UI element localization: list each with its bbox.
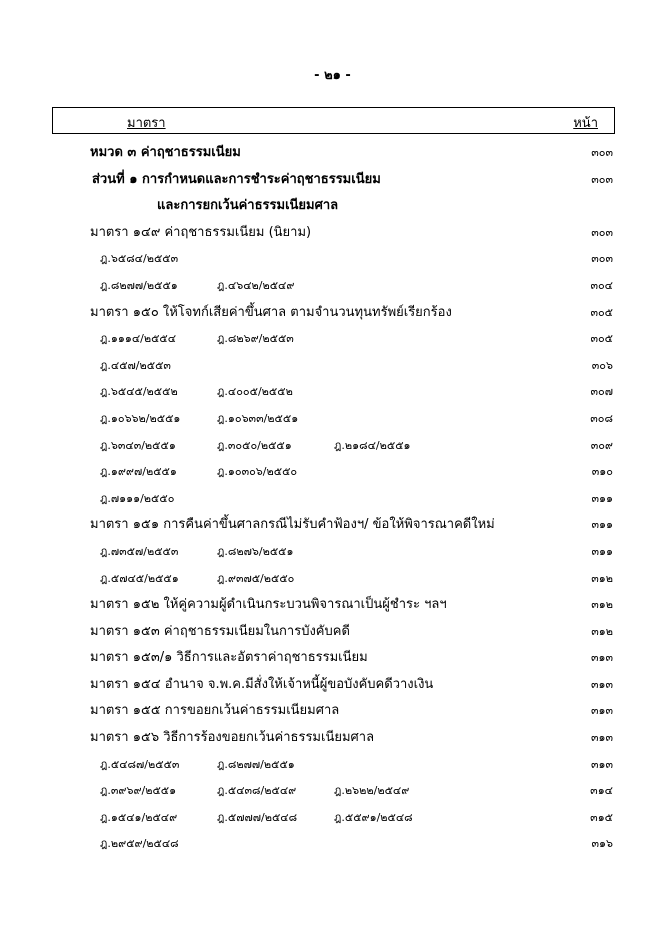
case-reference: ฎ.๑๐๖๖๒/๒๕๕๑ xyxy=(100,411,181,425)
section-title: มาตรา ๑๕๐ ให้โจทก์เสียค่าขึ้นศาล ตามจำนวนทุนทรัพย์เรียกร้อง xyxy=(90,304,452,320)
page-ref: ๓๑๓ xyxy=(590,677,613,691)
case-row xyxy=(0,805,665,832)
case-reference: ฎ.๖๕๔๕/๒๕๕๒ xyxy=(100,385,178,399)
case-list xyxy=(100,539,334,565)
page-ref: ๓๑๐ xyxy=(591,465,613,479)
page-ref: ๓๑๓ xyxy=(590,651,613,665)
case-reference: ฎ.๕๗๗๗/๒๕๔๘ xyxy=(217,810,298,824)
part-row xyxy=(0,167,665,194)
case-list xyxy=(100,246,217,272)
case-list xyxy=(100,778,451,804)
page-ref: ๓๑๒ xyxy=(591,624,613,638)
case-reference: ฎ.๔๐๐๕/๒๕๕๒ xyxy=(217,385,293,399)
section-row xyxy=(0,725,665,752)
case-row xyxy=(0,433,665,460)
page-ref: ๓๑๓ xyxy=(590,731,613,745)
case-reference: ฎ.๕๔๓๘/๒๕๔๙ xyxy=(217,784,297,798)
section-row xyxy=(0,672,665,699)
case-reference: ฎ.๘๒๗๗/๒๕๕๑ xyxy=(217,757,295,771)
case-row xyxy=(0,379,665,406)
page-ref: ๓๐๓ xyxy=(591,225,613,239)
section-title: มาตรา ๑๕๓ ค่าฤชาธรรมเนียมในการบังคับคดี xyxy=(90,623,350,639)
section-row xyxy=(0,592,665,619)
section-title: มาตรา ๑๕๑ การคืนค่าขึ้นศาลกรณีไม่รับคำฟ้องฯ/ ข้อให้พิจารณาคดีใหม่ xyxy=(90,517,495,533)
case-list xyxy=(100,566,334,592)
case-row xyxy=(0,778,665,805)
page-ref: ๓๐๖ xyxy=(591,358,613,372)
section-row xyxy=(0,512,665,539)
case-list xyxy=(100,831,217,857)
case-reference: ฎ.๓๐๕๐/๒๕๕๑ xyxy=(217,438,292,452)
table-header xyxy=(52,107,615,134)
case-list xyxy=(100,805,451,831)
page-number: - ๒๑ - xyxy=(314,68,351,83)
case-reference: ฎ.๗๑๑๑/๒๕๕๐ xyxy=(100,491,175,505)
section-title: มาตรา ๑๕๔ อำนาจ จ.พ.ค.มีสั่งให้เจ้าหนี้ผู้ขอบังคับคดีวางเงิน xyxy=(90,676,434,692)
case-list xyxy=(100,406,334,432)
case-row xyxy=(0,326,665,353)
section-title: มาตรา ๑๕๕ การขอยกเว้นค่าธรรมเนียมศาล xyxy=(90,703,340,719)
case-row xyxy=(0,752,665,779)
page-ref: ๓๑๓ xyxy=(590,757,613,771)
page-ref: ๓๐๘ xyxy=(590,411,613,425)
case-reference: ฎ.๑๕๔๑/๒๕๔๙ xyxy=(100,810,178,824)
case-list xyxy=(100,433,451,459)
chapter-row xyxy=(0,140,665,167)
case-list xyxy=(100,273,334,299)
page-ref: ๓๑๖ xyxy=(591,837,613,851)
page-ref: ๓๑๕ xyxy=(590,810,613,824)
case-row xyxy=(0,273,665,300)
case-reference: ฎ.๒๙๕๙/๒๕๔๘ xyxy=(100,837,179,851)
section-title: มาตรา ๑๕๒ ให้คู่ความผู้ดำเนินกระบวนพิจารณาเป็นผู้ชำระ ฯลฯ xyxy=(90,597,447,613)
case-row xyxy=(0,566,665,593)
case-reference: ฎ.๕๗๔๕/๒๕๕๑ xyxy=(100,571,179,585)
case-reference: ฎ.๙๓๗๕/๒๕๕๐ xyxy=(217,571,295,585)
page-ref: ๓๐๕ xyxy=(590,305,613,319)
header-section-label: มาตรา xyxy=(127,116,166,131)
case-row xyxy=(0,831,665,858)
page-ref: ๓๐๙ xyxy=(590,438,613,452)
page-ref: ๓๑๔ xyxy=(590,784,613,798)
case-row xyxy=(0,406,665,433)
case-reference: ฎ.๓๙๖๙/๒๕๕๑ xyxy=(100,784,177,798)
case-list xyxy=(100,353,217,379)
case-reference: ฎ.๑๑๑๔/๒๕๕๔ xyxy=(100,332,177,346)
header-page-label: หน้า xyxy=(573,116,598,131)
section-title: มาตรา ๑๔๙ ค่าฤชาธรรมเนียม (นิยาม) xyxy=(90,224,312,240)
case-reference: ฎ.๔๖๔๒/๒๕๔๙ xyxy=(217,278,295,292)
case-row xyxy=(0,539,665,566)
case-reference: ฎ.๒๑๘๔/๒๕๕๑ xyxy=(334,438,411,452)
part2-title: และการยกเว้นค่าธรรมเนียมศาล xyxy=(157,198,339,214)
page-ref: ๓๐๕ xyxy=(590,332,613,346)
case-reference: ฎ.๘๒๖๙/๒๕๕๓ xyxy=(217,332,294,346)
case-list xyxy=(100,752,334,778)
case-reference: ฎ.๑๐๖๓๓/๒๕๕๑ xyxy=(217,411,299,425)
case-reference: ฎ.๒๖๒๒/๒๕๔๙ xyxy=(334,784,410,798)
case-reference: ฎ.๑๙๙๗/๒๕๕๑ xyxy=(100,465,177,479)
case-row xyxy=(0,459,665,486)
case-list xyxy=(100,459,334,485)
case-row xyxy=(0,246,665,273)
case-reference: ฎ.๖๓๔๓/๒๕๕๑ xyxy=(100,438,176,452)
section-row xyxy=(0,300,665,327)
page-ref: ๓๑๑ xyxy=(591,518,613,532)
part2-row xyxy=(0,193,665,220)
part-title: ส่วนที่ ๑ การกำหนดและการชำระค่าฤชาธรรมเนียม xyxy=(92,171,381,187)
case-reference: ฎ.๗๓๕๗/๒๕๕๓ xyxy=(100,544,179,558)
page-ref: ๓๑๒ xyxy=(591,571,613,585)
case-row xyxy=(0,486,665,513)
page-ref: ๓๐๓ xyxy=(591,252,613,266)
case-row xyxy=(0,353,665,380)
page-ref: ๓๐๗ xyxy=(590,385,613,399)
page-ref: ๓๐๔ xyxy=(590,278,613,292)
case-reference: ฎ.๘๒๗๖/๒๕๕๑ xyxy=(217,544,294,558)
section-row xyxy=(0,698,665,725)
case-reference: ฎ.๔๕๗/๒๕๕๓ xyxy=(100,358,171,372)
section-row xyxy=(0,645,665,672)
section-row xyxy=(0,220,665,247)
case-reference: ฎ.๖๕๘๔/๒๕๕๓ xyxy=(100,252,179,266)
section-title: มาตรา ๑๕๖ วิธีการร้องขอยกเว้นค่าธรรมเนียมศาล xyxy=(90,730,375,746)
case-list xyxy=(100,379,334,405)
section-row xyxy=(0,619,665,646)
page-ref: ๓๐๓ xyxy=(591,172,613,186)
case-list xyxy=(100,486,217,512)
case-list xyxy=(100,326,334,352)
case-reference: ฎ.๕๔๘๗/๒๕๕๓ xyxy=(100,757,180,771)
section-title: มาตรา ๑๕๓/๑ วิธีการและอัตราค่าฤชาธรรมเนียม xyxy=(90,650,368,666)
page-ref: ๓๑๑ xyxy=(591,491,613,505)
toc-list xyxy=(0,140,665,858)
page-ref: ๓๑๑ xyxy=(591,544,613,558)
page-ref: ๓๐๓ xyxy=(591,146,613,159)
case-reference: ฎ.๘๒๗๗/๒๕๕๑ xyxy=(100,278,178,292)
chapter-title: หมวด ๓ ค่าฤชาธรรมเนียม xyxy=(90,145,241,160)
case-reference: ฎ.๑๐๓๐๖/๒๕๕๐ xyxy=(217,465,298,479)
page-ref: ๓๑๒ xyxy=(591,598,613,612)
case-reference: ฎ.๕๕๙๑/๒๕๔๘ xyxy=(334,810,413,824)
page-ref: ๓๑๓ xyxy=(590,704,613,718)
